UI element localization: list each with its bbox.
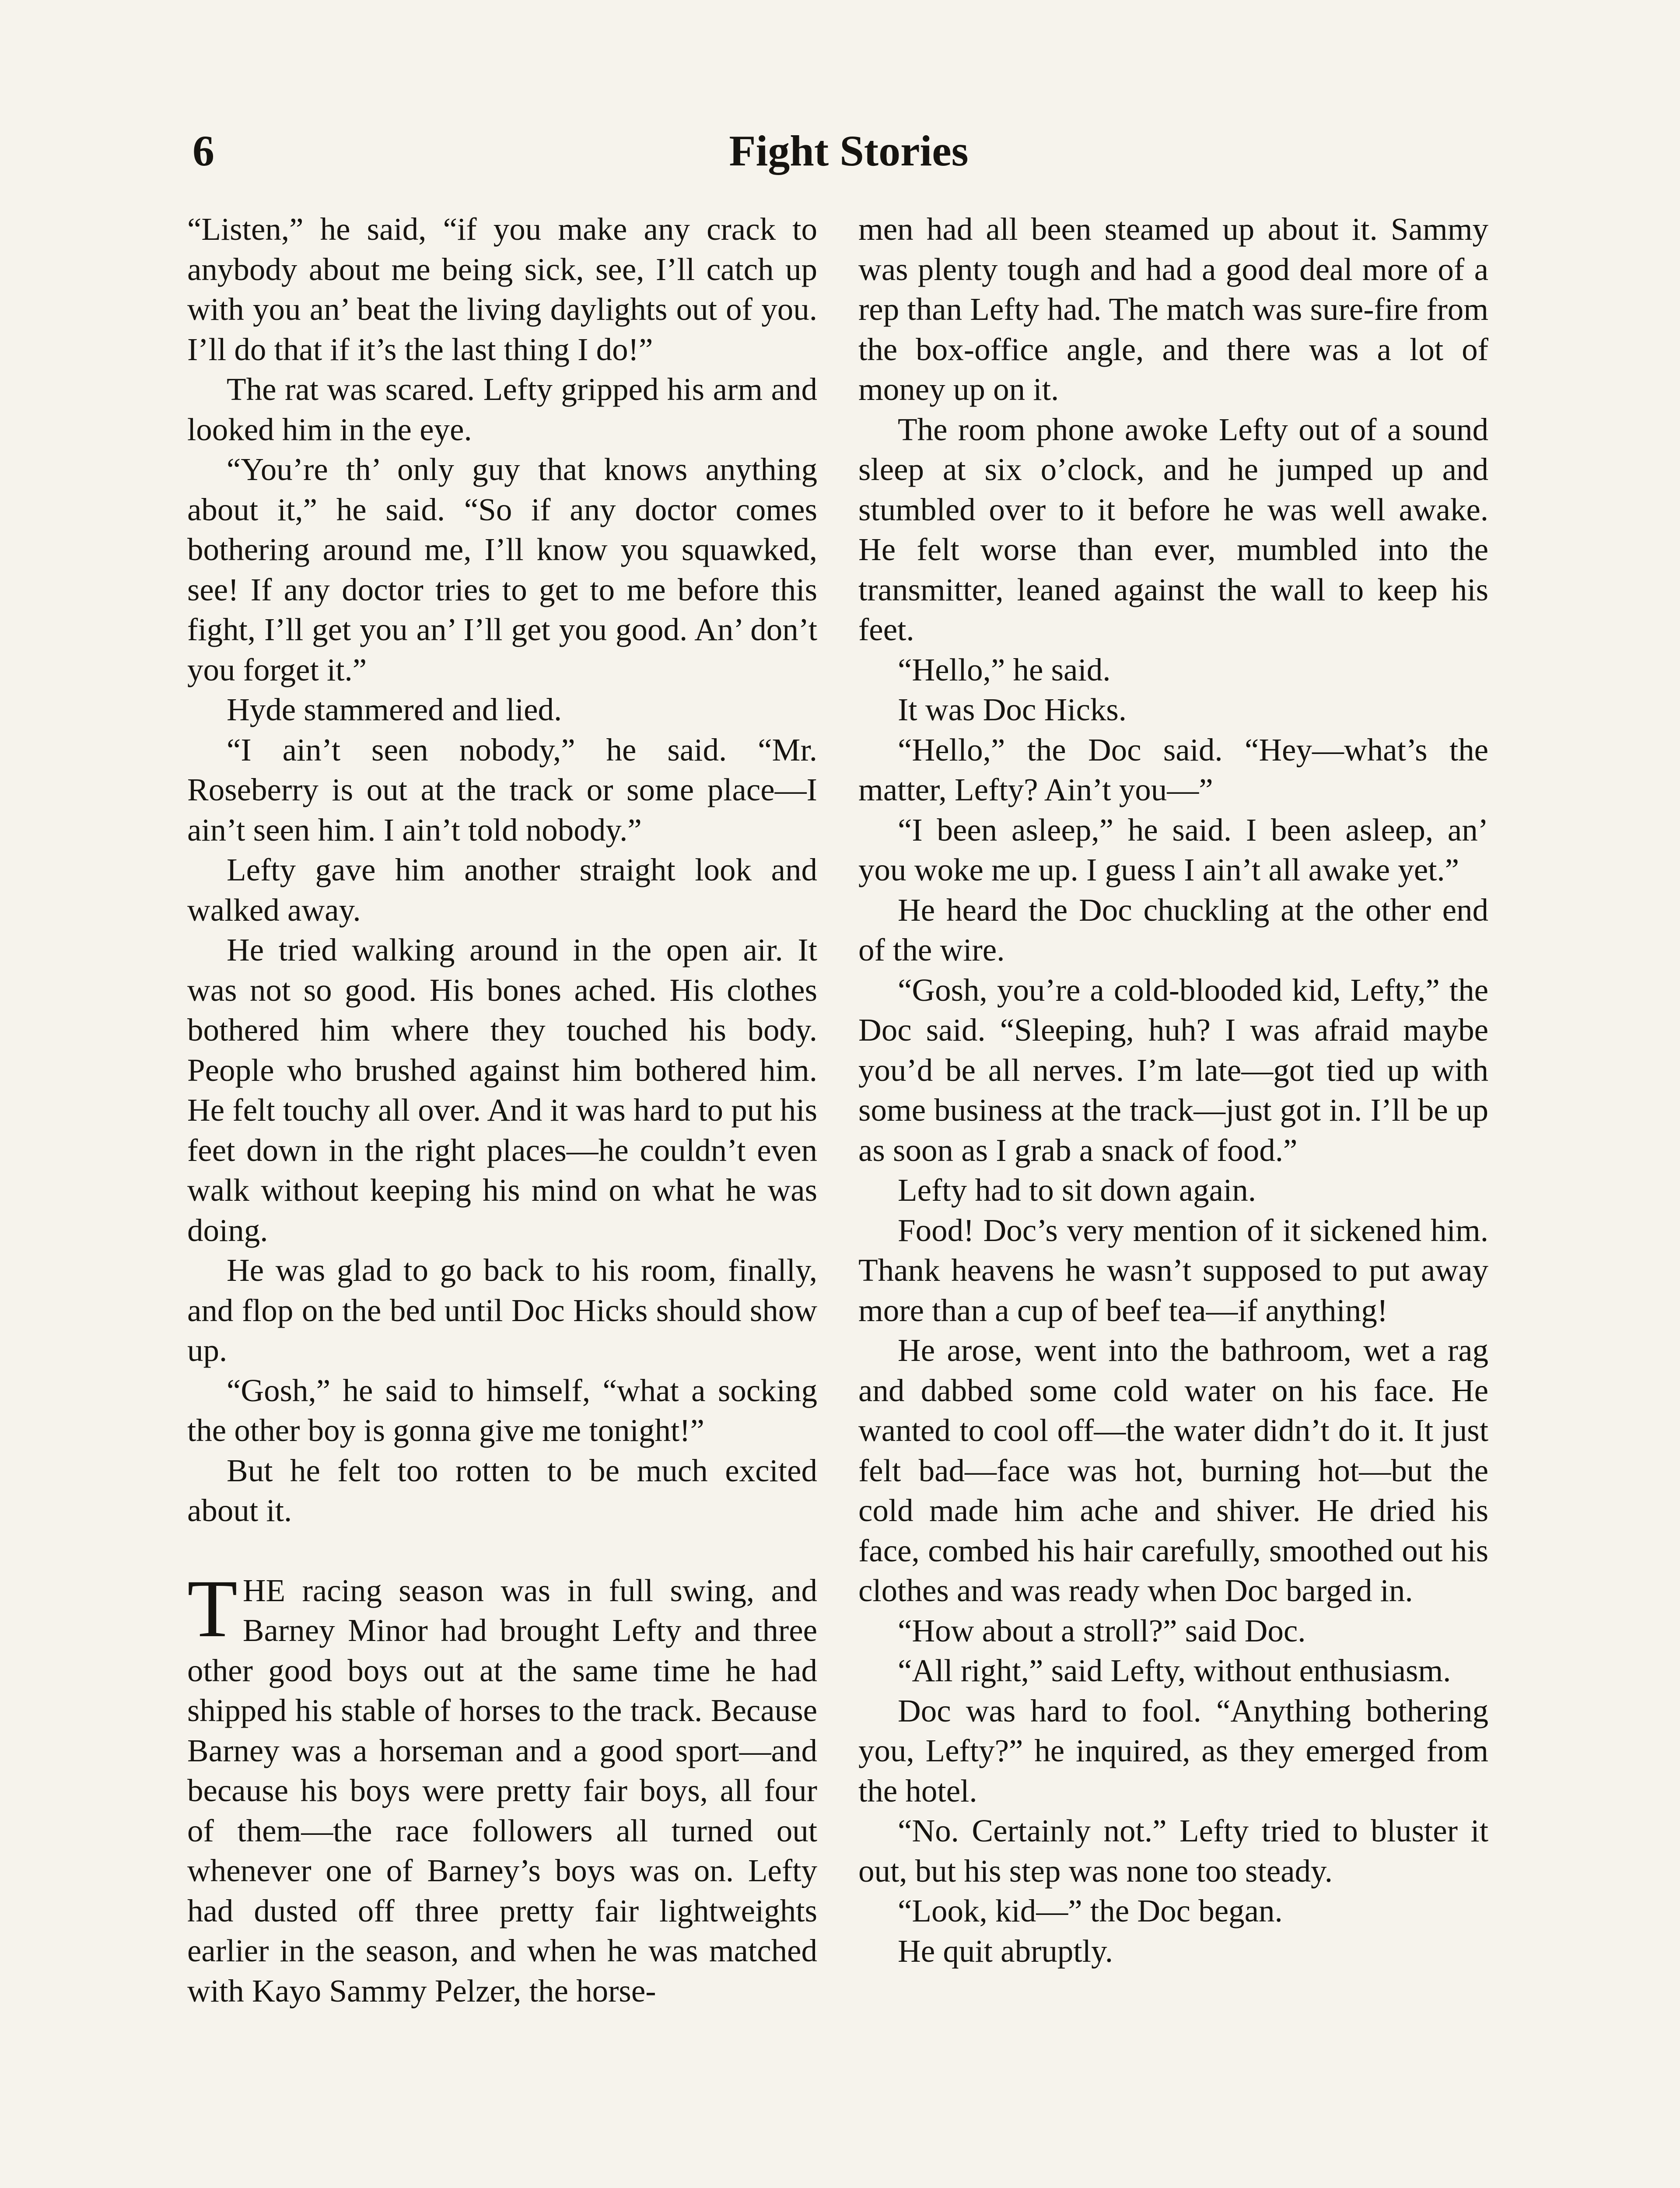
paragraph: “I been asleep,” he said. I been asleep, an’ you woke me up. I guess I ain’t all awake yet.” [858, 812, 1488, 887]
paragraph: “Look, kid—” the Doc began. [898, 1893, 1283, 1929]
paragraph: “I ain’t seen nobody,” he said. “Mr. Roseberry is out at the track or some place—I ain’t seen him. I ain’t told nobody.” [187, 732, 817, 848]
paragraph: He tried walking around in the open air. It was not so good. His bones ached. His clothes bothered him where they touched his body. People who brushed against him bothered him. He felt touchy all over. And it was hard to put his feet down in the right places—he couldn’t even walk without keeping his mind on what he was doing. [187, 932, 817, 1248]
paragraph: Doc was hard to fool. “Anything bothering you, Lefty?” he inquired, as they emerged from the hotel. [858, 1693, 1488, 1809]
paragraph: Food! Doc’s very mention of it sickened him. Thank heavens he wasn’t supposed to put away more than a cup of beef tea—if anything! [858, 1212, 1488, 1328]
paragraph: “All right,” said Lefty, without enthusiasm. [898, 1653, 1451, 1688]
left-column [187, 209, 817, 2011]
paragraph: “No. Certainly not.” Lefty tried to bluster it out, but his step was none too steady. [858, 1813, 1488, 1889]
drop-cap: T [187, 1562, 238, 1654]
paragraph: “Hello,” the Doc said. “Hey—what’s the matter, Lefty? Ain’t you—” [858, 732, 1488, 807]
paragraph: He quit abruptly. [898, 1933, 1113, 1969]
paragraph: He heard the Doc chuckling at the other end of the wire. [858, 892, 1488, 968]
paragraph: It was Doc Hicks. [898, 692, 1127, 727]
running-title: Fight Stories [729, 126, 969, 175]
paragraph: Hyde stammered and lied. [227, 692, 562, 727]
paragraph: Lefty had to sit down again. [898, 1172, 1256, 1208]
page-header [192, 125, 1505, 186]
section-opening-paragraph [187, 1562, 817, 2011]
paragraph: “How about a stroll?” said Doc. [898, 1613, 1306, 1648]
page-number: 6 [192, 126, 214, 175]
paragraph: “Gosh,” he said to himself, “what a socking the other boy is gonna give me tonight!” [187, 1372, 817, 1448]
paragraph: “Listen,” he said, “if you make any crack to anybody about me being sick, see, I’ll catch up with you an’ beat the living daylights out of you. I’ll do that if it’s the last thing I do!” [187, 211, 817, 367]
paragraph: He was glad to go back to his room, finally, and flop on the bed until Doc Hicks should show up. [187, 1252, 817, 1368]
paragraph: “Hello,” he said. [898, 652, 1111, 687]
section-opening-text: HE racing season was in full swing, and Barney Minor had brought Lefty and three other good boys out at the same time he had shipped his stable of horses to the track. Because Barney was a horseman and a good sport—and because his boys were pretty fair boys, all four of them—the race followers all turned out whenever one of Barney’s boys was on. Lefty had dusted off three pretty fair lightweights earlier in the season, and when he was matched with Kayo Sammy Pelzer, the horse- [187, 1572, 817, 2009]
section-break [187, 1531, 817, 1571]
paragraph-continuation: men had all been steamed up about it. Sammy was plenty tough and had a good deal more of a rep than Lefty had. The match was sure-fire from the box-office angle, and there was a lot of money up on it. [858, 211, 1488, 407]
paragraph: “Gosh, you’re a cold-blooded kid, Lefty,” the Doc said. “Sleeping, huh? I was afraid maybe you’d be all nerves. I’m late—got tied up with some business at the track—just got in. I’ll be up as soon as I grab a snack of food.” [858, 972, 1488, 1168]
paragraph: “You’re th’ only guy that knows anything about it,” he said. “So if any doctor comes bothering around me, I’ll know you squawked, see! If any doctor tries to get to me before this fight, I’ll get you an’ I’ll get you good. An’ don’t you forget it.” [187, 452, 817, 687]
right-column [858, 209, 1488, 1971]
paragraph: He arose, went into the bathroom, wet a rag and dabbed some cold water on his face. He wanted to cool off—the water didn’t do it. It just felt bad—face was hot, burning hot—but the cold made him ache and shiver. He dried his face, combed his hair carefully, smoothed out his clothes and was ready when Doc barged in. [858, 1332, 1488, 1608]
paragraph: But he felt too rotten to be much excited about it. [187, 1452, 817, 1528]
paragraph: Lefty gave him another straight look and walked away. [187, 852, 817, 928]
paragraph: The room phone awoke Lefty out of a sound sleep at six o’clock, and he jumped up and stumbled over to it before he was well awake. He felt worse than ever, mumbled into the transmitter, leaned against the wall to keep his feet. [858, 411, 1488, 647]
paragraph: The rat was scared. Lefty gripped his arm and looked him in the eye. [187, 372, 817, 447]
